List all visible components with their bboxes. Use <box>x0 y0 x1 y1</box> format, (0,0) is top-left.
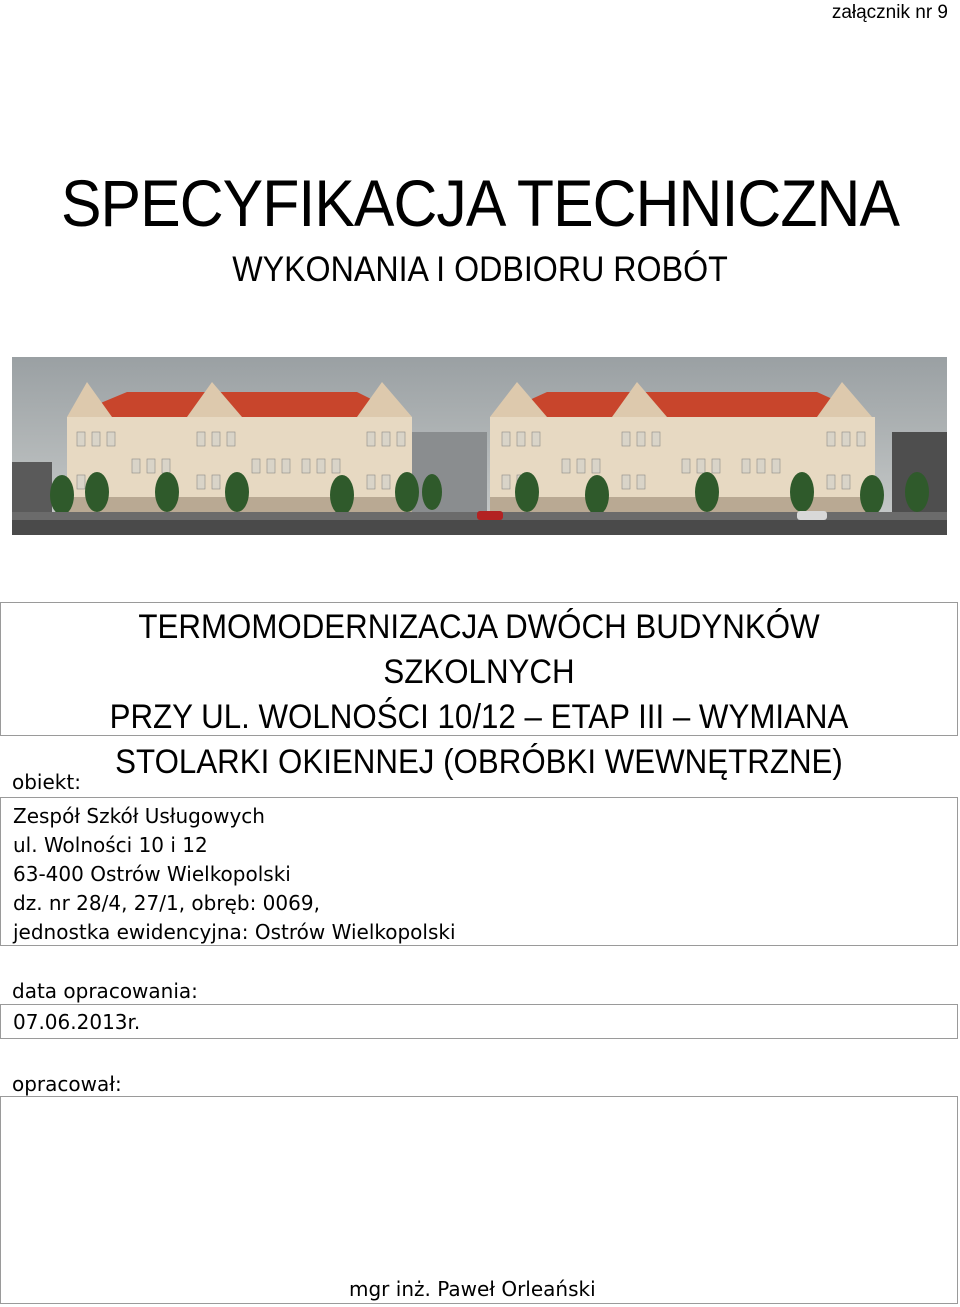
author-name: mgr inż. Paweł Orleański <box>349 1277 596 1301</box>
object-line: ul. Wolności 10 i 12 <box>13 833 208 857</box>
document-title: SPECYFIKACJA TECHNICZNA <box>60 166 900 240</box>
object-line: Zespół Szkół Usługowych <box>13 804 265 828</box>
project-title-line: TERMOMODERNIZACJA DWÓCH BUDYNKÓW SZKOLNYCH <box>138 608 820 691</box>
annex-label: załącznik nr 9 <box>831 2 948 23</box>
object-label: obiekt: <box>12 770 81 794</box>
author-box <box>0 1096 958 1304</box>
building-rendering-image <box>12 357 947 535</box>
object-info-box <box>0 797 958 946</box>
object-line: 63-400 Ostrów Wielkopolski <box>13 862 291 886</box>
date-box <box>0 1004 958 1039</box>
object-line: jednostka ewidencyjna: Ostrów Wielkopolski <box>13 920 456 944</box>
document-subtitle: WYKONANIA I ODBIORU ROBÓT <box>232 250 728 289</box>
project-title-line: STOLARKI OKIENNEJ (OBRÓBKI WEWNĘTRZNE) <box>115 743 843 781</box>
author-label: opracował: <box>12 1072 122 1096</box>
project-title-box <box>0 602 958 781</box>
date-label: data opracowania: <box>12 979 198 1003</box>
object-line: dz. nr 28/4, 27/1, obręb: 0069, <box>13 891 320 915</box>
date-value: 07.06.2013r. <box>13 1010 141 1034</box>
project-title-line: PRZY UL. WOLNOŚCI 10/12 – ETAP III – WYMIANA <box>109 698 849 736</box>
